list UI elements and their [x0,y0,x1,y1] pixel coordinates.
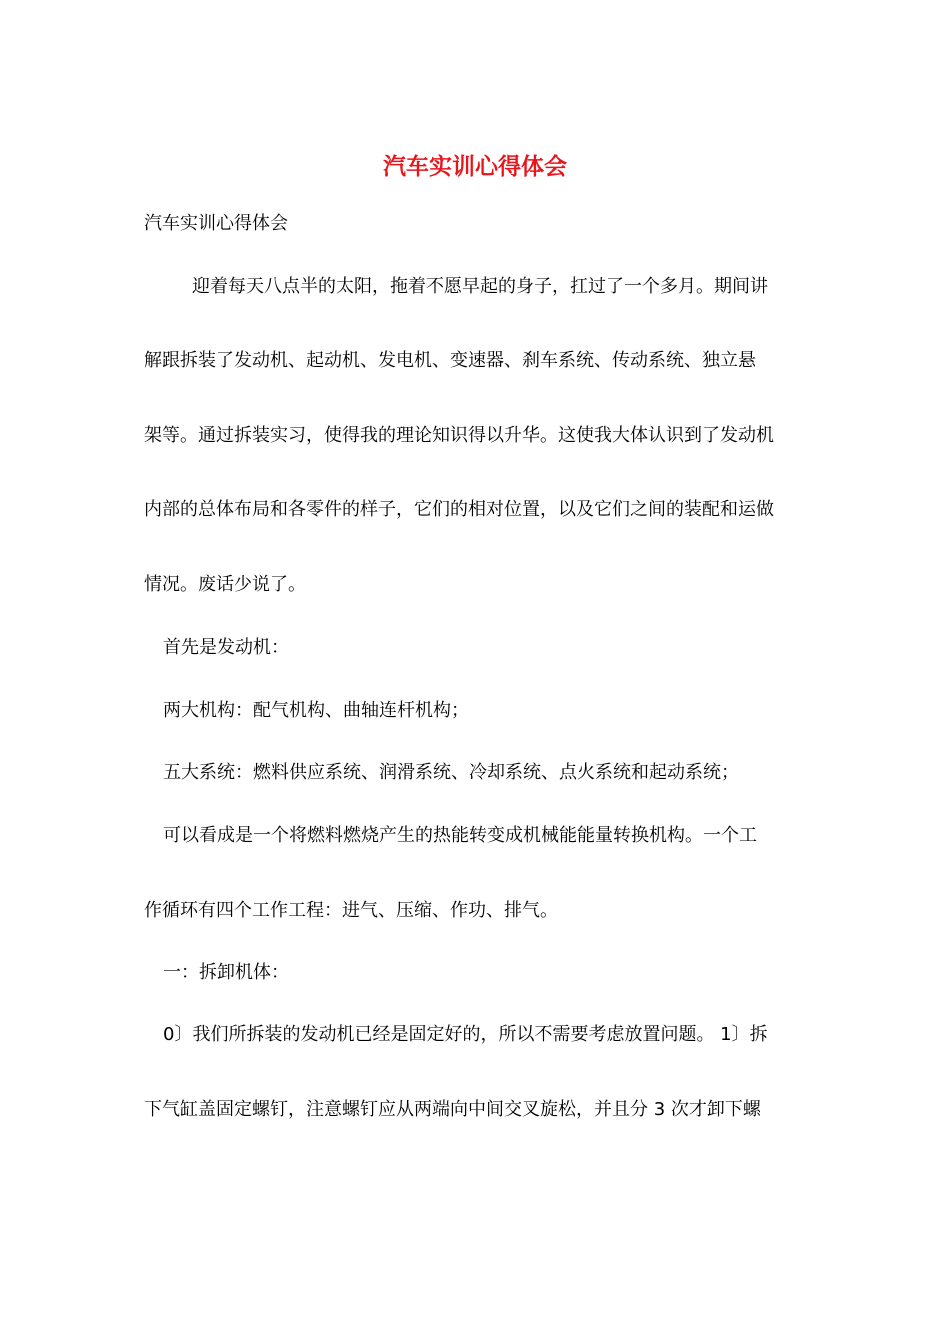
paragraph-line: 一：拆卸机体： [163,962,289,983]
paragraph-line: 内部的总体布局和各零件的样子，它们的相对位置，以及它们之间的装配和运做 [144,499,774,520]
paragraph-line: 五大系统：燃料供应系统、润滑系统、冷却系统、点火系统和起动系统； [163,762,739,783]
paragraph-line: 作循环有四个工作工程：进气、压缩、作功、排气。 [144,900,558,921]
paragraph-line: 情况。废话少说了。 [144,574,306,595]
paragraph-line: 下气缸盖固定螺钉，注意螺钉应从两端向中间交叉旋松，并且分 3 次才卸下螺 [144,1099,761,1120]
paragraph-line: 0〕我们所拆装的发动机已经是固定好的，所以不需要考虑放置问题。 1〕拆 [163,1024,768,1045]
document-title: 汽车实训心得体会 [383,153,567,180]
paragraph-line: 解跟拆装了发动机、起动机、发电机、变速器、刹车系统、传动系统、独立悬 [144,350,756,371]
paragraph-line: 可以看成是一个将燃料燃烧产生的热能转变成机械能能量转换机构。一个工 [163,825,757,846]
paragraph-line: 两大机构：配气机构、曲轴连杆机构； [163,700,469,721]
paragraph-line: 架等。通过拆装实习，使得我的理论知识得以升华。这使我大体认识到了发动机 [144,425,774,446]
document-subtitle: 汽车实训心得体会 [144,213,288,234]
paragraph-line: 迎着每天八点半的太阳，拖着不愿早起的身子，扛过了一个多月。期间讲 [192,276,768,297]
paragraph-line: 首先是发动机： [163,637,289,658]
